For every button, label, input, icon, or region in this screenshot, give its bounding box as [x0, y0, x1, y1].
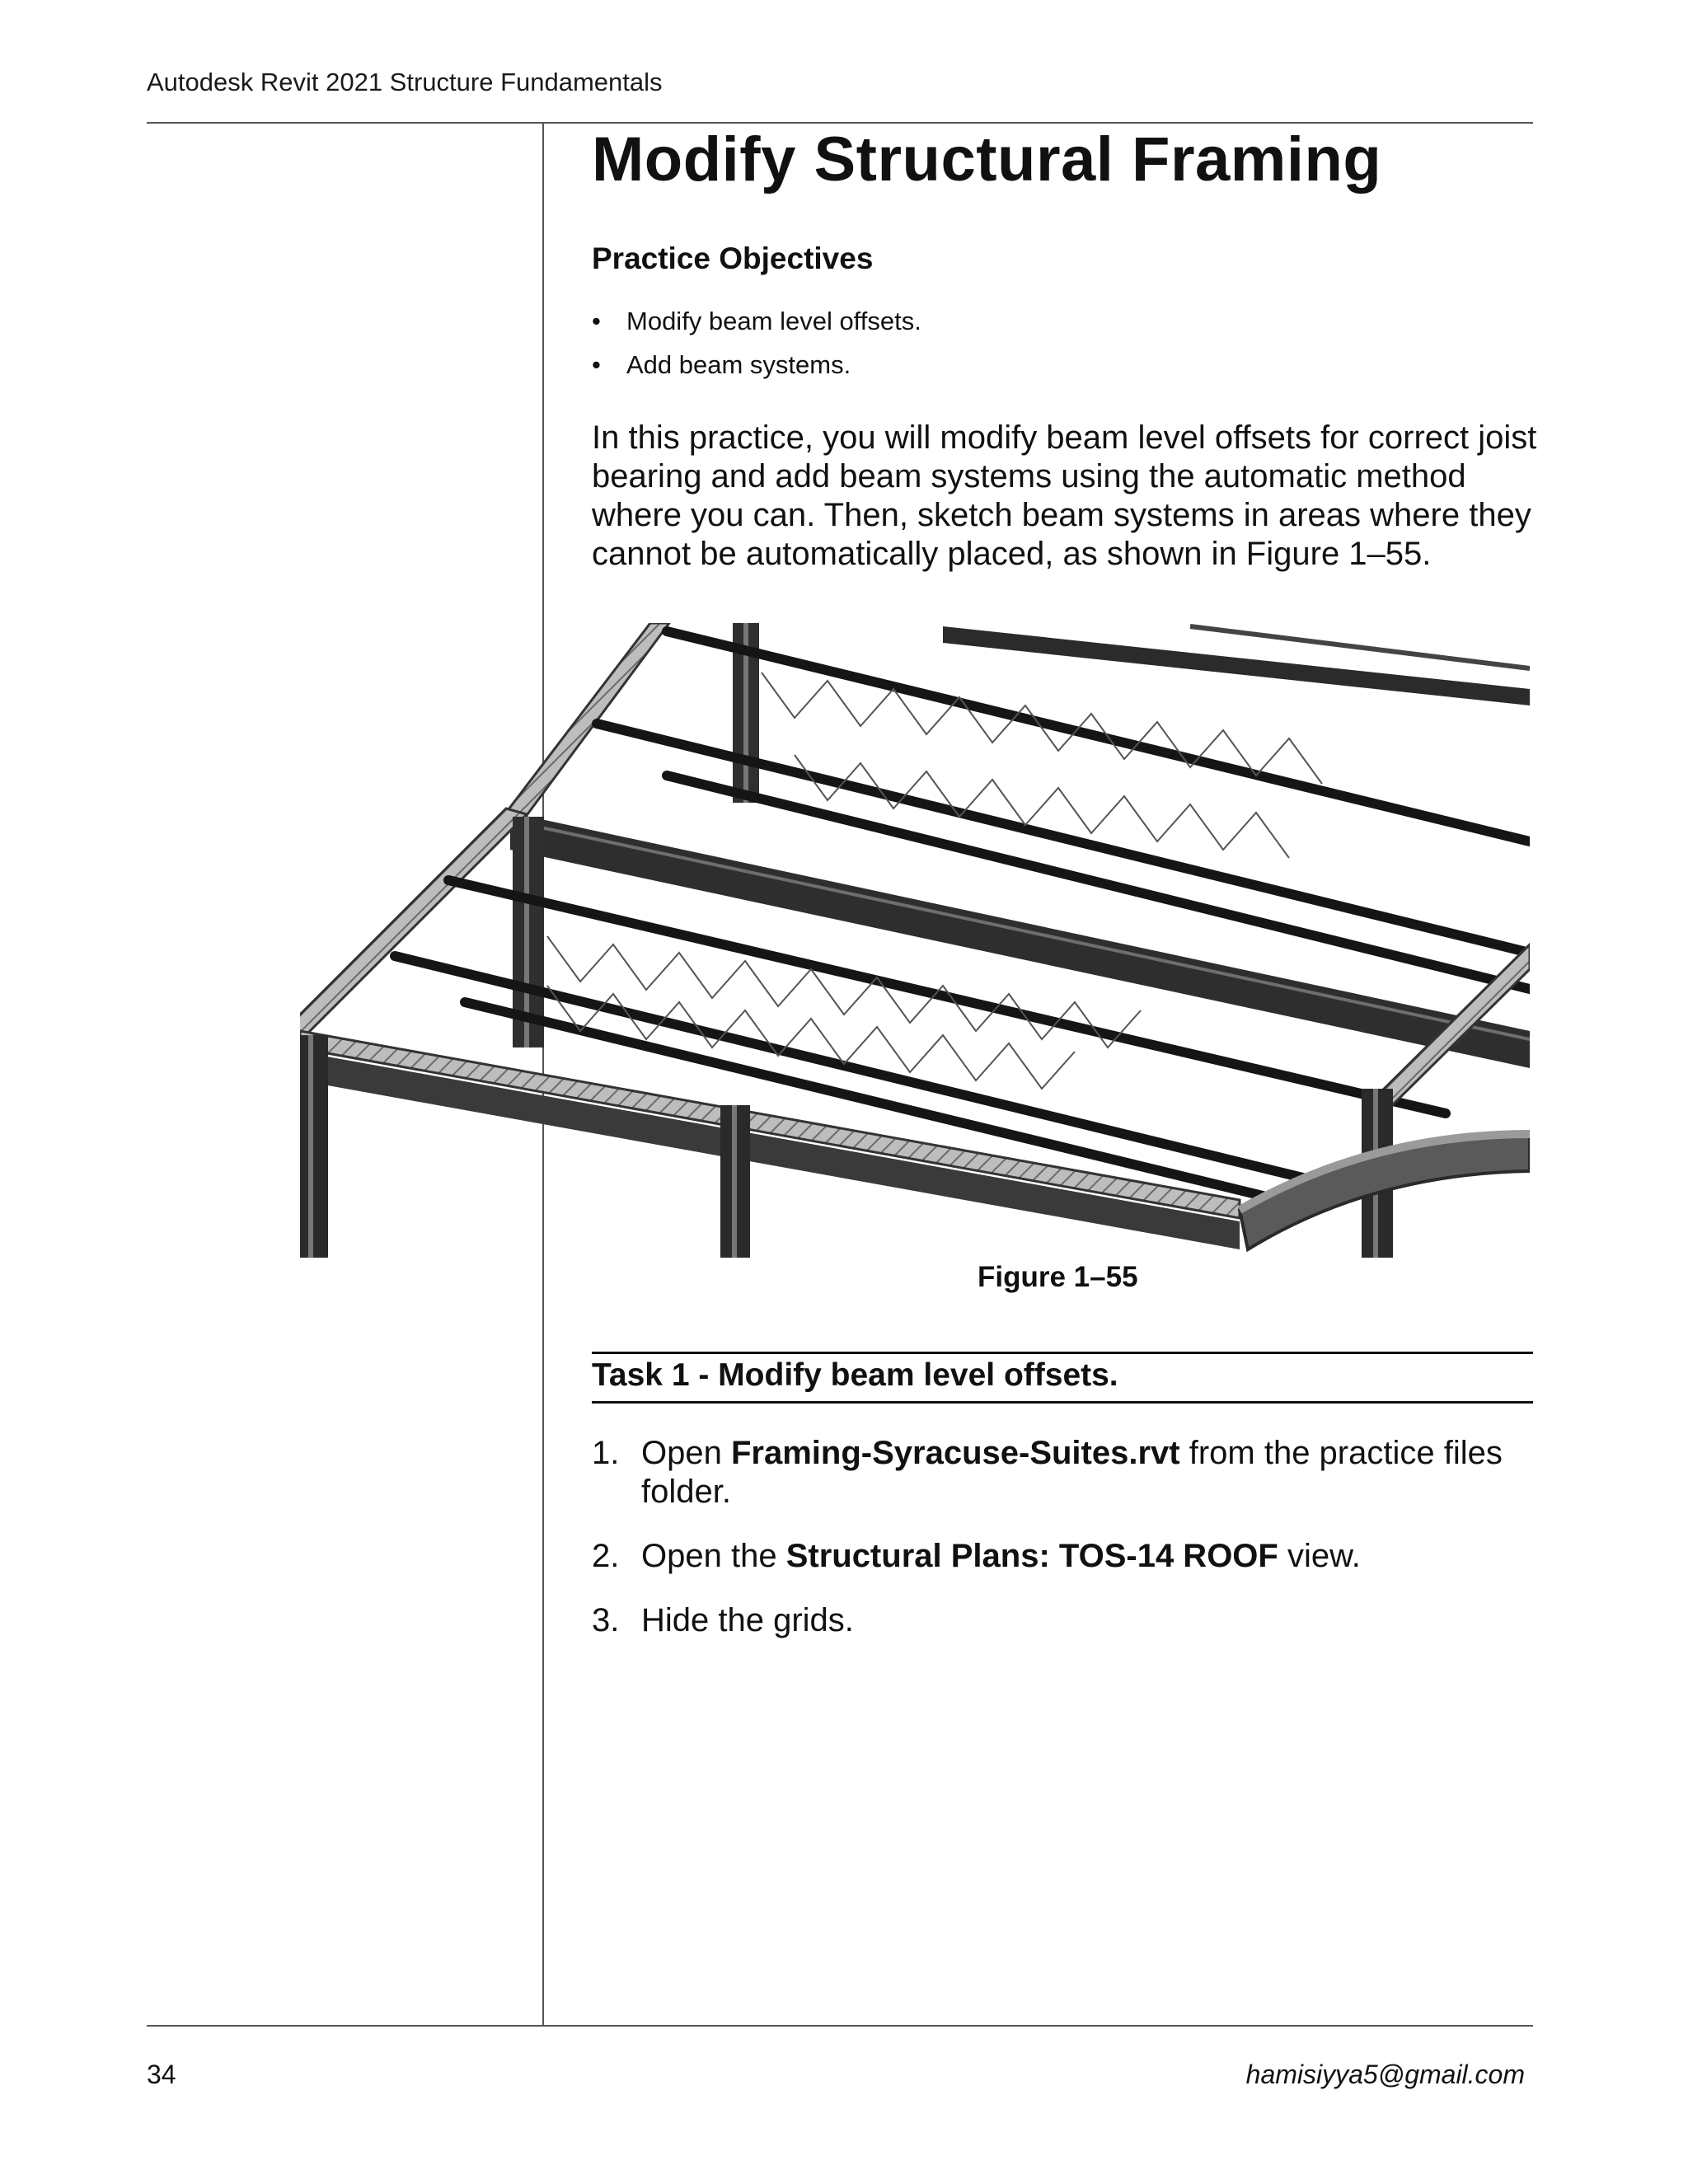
footer-rule [147, 2025, 1533, 2027]
task-rule-bottom [592, 1401, 1533, 1404]
step-text: Open [641, 1435, 731, 1471]
step-bold-text: Framing-Syracuse-Suites.rvt [730, 1435, 1180, 1471]
step-number: 1. [592, 1435, 620, 1471]
objectives-list [592, 307, 921, 394]
task-steps [592, 1434, 1533, 1666]
step-number: 3. [592, 1602, 620, 1638]
step-number: 2. [592, 1538, 620, 1574]
step-text: Open the [641, 1538, 786, 1574]
figure-caption: Figure 1–55 [978, 1261, 1138, 1293]
page-number: 34 [147, 2060, 176, 2089]
step-item [592, 1601, 1533, 1640]
page-title: Modify Structural Framing [592, 124, 1382, 194]
step-text: Hide the grids. [641, 1602, 854, 1638]
task-rule-top [592, 1352, 1533, 1354]
step-bold-text: Structural Plans: TOS-14 ROOF [785, 1538, 1278, 1574]
structural-framing-figure [300, 623, 1530, 1258]
step-text: from the practice files folder. [641, 1435, 1503, 1510]
step-text: view. [1278, 1538, 1361, 1574]
task-title: Task 1 - Modify beam level offsets. [592, 1357, 1118, 1393]
objectives-heading: Practice Objectives [592, 241, 874, 275]
objective-item: • Add beam systems. [592, 350, 921, 394]
objective-item: • Modify beam level offsets. [592, 307, 921, 350]
step-item [592, 1434, 1533, 1511]
step-item [592, 1537, 1533, 1576]
book-title: Autodesk Revit 2021 Structure Fundamentals [147, 68, 663, 96]
intro-paragraph: In this practice, you will modify beam level offsets for correct joist bearing and add beam systems using the automatic method where you can. Then, sketch beam systems in areas where they cannot be automatically placed, as shown in Figure 1–55. [592, 419, 1537, 572]
footer-email: hamisiyya5@gmail.com [1245, 2060, 1525, 2089]
